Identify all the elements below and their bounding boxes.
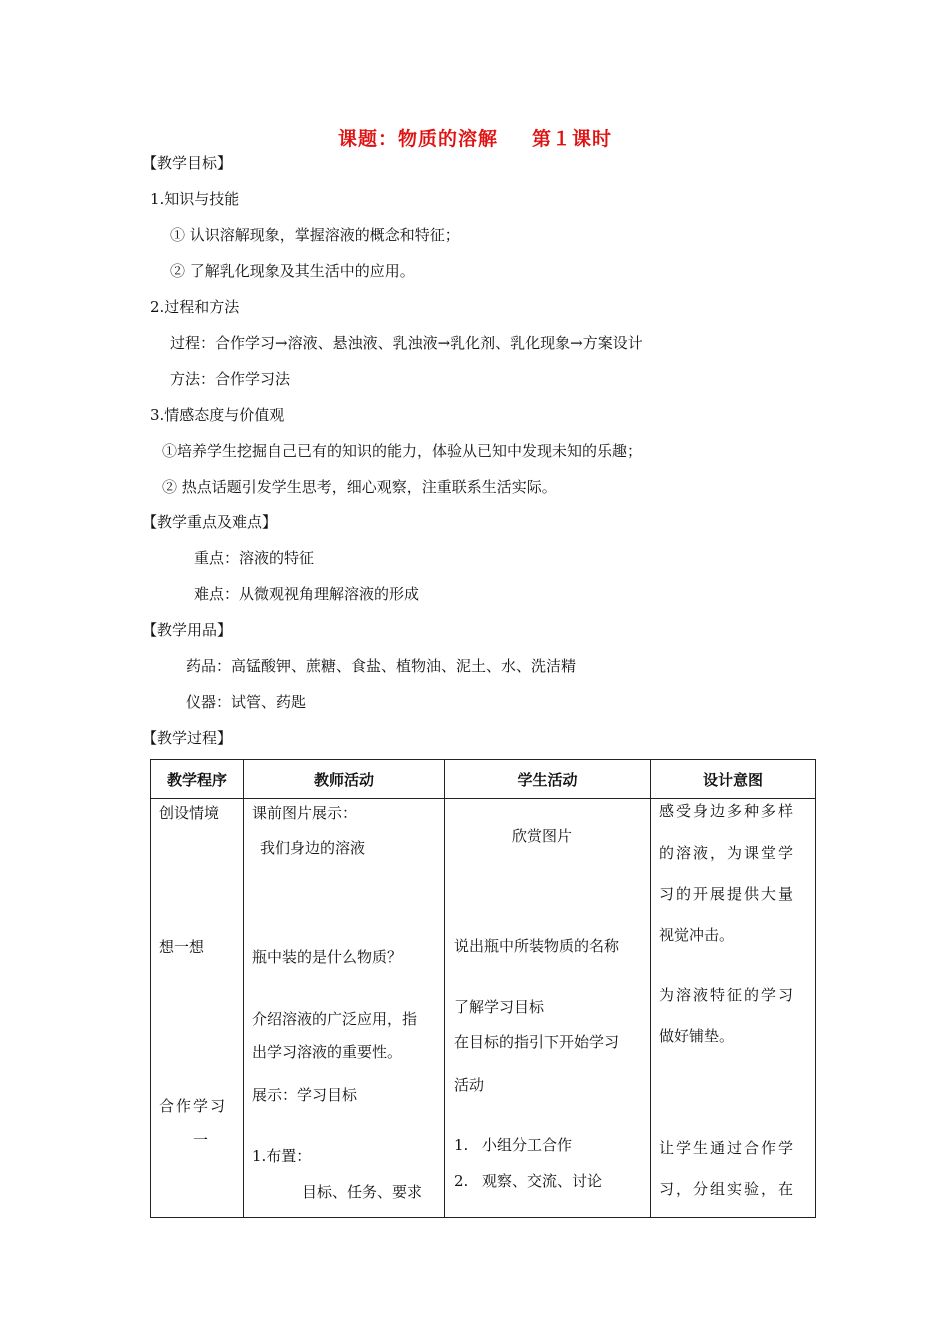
intent-item: 视觉冲击。 — [659, 926, 735, 944]
intent-item: 做好铺垫。 — [659, 1027, 735, 1045]
teacher-item: 目标、任务、要求 — [302, 1183, 423, 1201]
cell-procedure — [151, 799, 244, 1218]
intent-item: 为溶液特征的学习 — [659, 986, 796, 1004]
header-intent: 设计意图 — [651, 760, 816, 799]
cell-teacher — [244, 799, 445, 1218]
teacher-item: 瓶中装的是什么物质？ — [252, 948, 403, 966]
cell-student — [445, 799, 651, 1218]
item-process: 过程：合作学习→溶液、悬浊液、乳浊液→乳化剂、乳化现象→方案设计 — [170, 334, 643, 352]
table-header-row — [151, 760, 816, 799]
teacher-item: 介绍溶液的广泛应用，指 — [252, 1010, 418, 1028]
student-item: 活动 — [454, 1076, 485, 1094]
student-item: 小组分工合作 — [482, 1136, 573, 1154]
title-sub: 第１课时 — [532, 128, 613, 150]
heading-process-method: 2.过程和方法 — [150, 298, 240, 316]
procedure-item: 创设情境 — [159, 804, 220, 822]
student-item: 在目标的指引下开始学习 — [454, 1033, 620, 1051]
item-chemicals: 药品：高锰酸钾、蔗糖、食盐、植物油、泥土、水、洗洁精 — [186, 657, 577, 675]
heading-knowledge: 1.知识与技能 — [150, 190, 240, 208]
table-row — [151, 799, 816, 1218]
page-title — [0, 124, 950, 151]
procedure-item: 一 — [193, 1131, 209, 1149]
heading-attitude: 3.情感态度与价值观 — [150, 406, 285, 424]
item-instruments: 仪器：试管、药匙 — [186, 693, 307, 711]
header-procedure: 教学程序 — [151, 760, 244, 799]
intent-item: 感受身边多种多样 — [659, 802, 796, 820]
item-key-point: 重点：溶液的特征 — [194, 549, 315, 567]
section-process: 【教学过程】 — [142, 729, 233, 747]
student-item: 说出瓶中所装物质的名称 — [454, 937, 620, 955]
item-difficulty: 难点：从微观视角理解溶液的形成 — [194, 585, 420, 603]
student-item-number: 2. — [454, 1172, 469, 1190]
item-attitude-1: ①培养学生挖掘自己已有的知识的能力，体验从已知中发现未知的乐趣； — [162, 442, 643, 460]
intent-item: 习的开展提供大量 — [659, 885, 796, 903]
header-teacher: 教师活动 — [244, 760, 445, 799]
title-main: 课题：物质的溶解 — [337, 128, 498, 150]
teacher-item: 课前图片展示： — [252, 804, 358, 822]
item-method: 方法：合作学习法 — [170, 370, 291, 388]
section-supplies: 【教学用品】 — [142, 621, 233, 639]
section-objectives: 【教学目标】 — [142, 154, 233, 172]
student-item: 欣赏图片 — [512, 827, 573, 845]
teacher-item: 出学习溶液的重要性。 — [252, 1043, 403, 1061]
process-table — [150, 759, 816, 1218]
intent-item: 习，分组实验，在 — [659, 1180, 796, 1198]
item-knowledge-2: ② 了解乳化现象及其生活中的应用。 — [170, 262, 415, 280]
intent-item: 让学生通过合作学 — [659, 1139, 796, 1157]
student-item: 了解学习目标 — [454, 998, 545, 1016]
section-key-points: 【教学重点及难点】 — [142, 513, 278, 531]
teacher-item: 我们身边的溶液 — [260, 839, 366, 857]
procedure-item: 合作学习 — [159, 1097, 228, 1115]
header-student: 学生活动 — [445, 760, 651, 799]
intent-item: 的溶液，为课堂学 — [659, 844, 796, 862]
procedure-item: 想一想 — [159, 938, 205, 956]
student-item-number: 1. — [454, 1136, 469, 1154]
cell-intent — [651, 799, 816, 1218]
teacher-item: 展示：学习目标 — [252, 1086, 358, 1104]
item-attitude-2: ② 热点话题引发学生思考，细心观察，注重联系生活实际。 — [162, 478, 557, 496]
student-item: 观察、交流、讨论 — [482, 1172, 603, 1190]
item-knowledge-1: ① 认识溶解现象，掌握溶液的概念和特征； — [170, 226, 460, 244]
teacher-item: 1.布置： — [252, 1147, 312, 1165]
